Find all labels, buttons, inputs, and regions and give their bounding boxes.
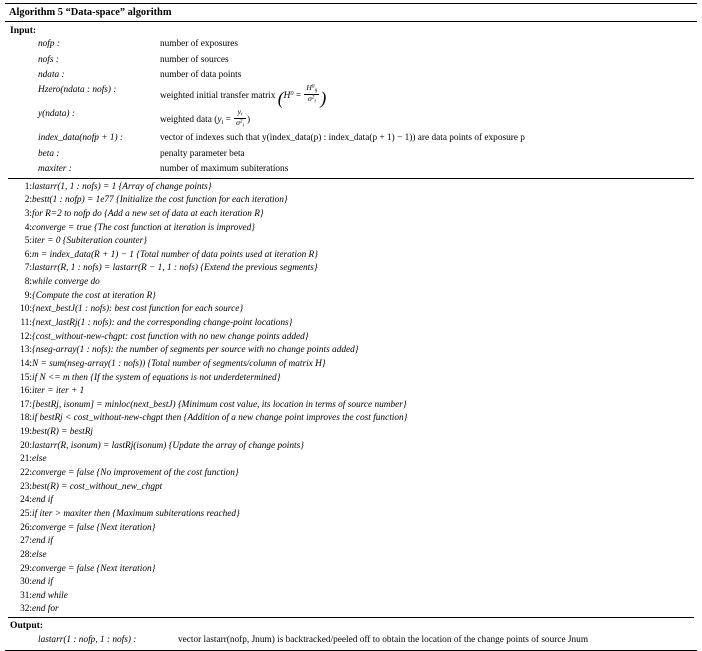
algorithm-body	[5, 22, 697, 650]
divider-input-steps	[8, 178, 694, 179]
step-number: 17:	[20, 399, 32, 410]
input-row	[38, 83, 688, 107]
step-code: {Compute the cost at iteration R}	[32, 290, 156, 301]
input-name: y(ndata) :	[38, 109, 75, 120]
numerator-sub: ij	[314, 88, 318, 95]
step-code: end if	[32, 536, 53, 547]
output-desc: vector lastarr(nofp, Jnum) is backtracked/peeled off to obtain the location of the change points of source Jnum	[178, 634, 589, 645]
step-code: converge = false {No improvement of the cost function}	[32, 468, 239, 479]
denominator-sup: 2	[239, 119, 243, 126]
step-number: 10:	[20, 304, 32, 315]
step-number: 31:	[20, 590, 32, 601]
step-number: 6:	[24, 249, 32, 260]
input-row	[38, 146, 688, 161]
step-number: 8:	[24, 277, 32, 288]
step-number: 25:	[20, 508, 32, 519]
numerator-base: y	[237, 107, 242, 117]
input-desc: number of data points	[160, 70, 242, 81]
formula-fraction	[234, 108, 246, 129]
step-row	[8, 507, 694, 521]
step-number: 27:	[20, 536, 32, 547]
step-code: lastarr(R, isonum) = lastRj(isonum) {Update the array of change points}	[32, 440, 304, 451]
step-number: 28:	[20, 549, 32, 560]
y-formula	[214, 107, 251, 130]
step-number: 21:	[20, 454, 32, 465]
formula-lead-sub: i	[221, 119, 224, 127]
input-name: ndata :	[38, 70, 65, 81]
input-row	[38, 68, 688, 83]
step-code: else	[32, 454, 47, 465]
input-name: maxiter :	[38, 163, 72, 174]
step-code: converge = true {The cost function at iteration is improved}	[32, 222, 255, 233]
denominator-sub: i	[314, 99, 316, 106]
output-row	[38, 632, 688, 647]
formula-fraction	[304, 84, 319, 105]
formula-lead: y	[217, 115, 222, 126]
step-code: for R=2 to nofp do {Add a new set of data at each iteration R}	[32, 208, 264, 219]
step-row	[8, 316, 694, 330]
input-name: nofp :	[38, 39, 60, 50]
input-name: nofs :	[38, 54, 59, 65]
denominator-base: σ	[307, 94, 312, 104]
step-code: best(R) = bestRj	[32, 427, 94, 438]
formula-lhs: H	[283, 91, 291, 102]
step-code: [bestRj, isonum] = minloc(next_bestJ) {Minimum cost value, its location in terms of source number}	[32, 399, 407, 410]
step-row	[8, 344, 694, 358]
formula-equals: =	[295, 91, 302, 102]
left-paren: (	[277, 87, 284, 108]
step-row	[8, 466, 694, 480]
numerator-base: H	[306, 83, 312, 93]
algorithm-title	[5, 4, 697, 22]
step-row	[8, 180, 694, 194]
step-code: iter = iter + 1	[32, 386, 85, 397]
input-desc: number of exposures	[160, 39, 238, 50]
input-desc-text: weighted data	[160, 115, 212, 126]
input-row	[38, 52, 688, 67]
input-name: Hzero(ndata : nofs) :	[38, 85, 117, 96]
step-code: else	[32, 549, 47, 560]
step-row	[8, 575, 694, 589]
output-section	[8, 617, 694, 647]
step-row	[8, 603, 694, 617]
step-row	[8, 385, 694, 399]
denominator-sup: 2	[311, 95, 315, 102]
step-code: iter = 0 {Subiteration counter}	[32, 236, 147, 247]
step-code: {next_bestJ(1 : nofs): best cost function for each source}	[32, 304, 244, 315]
step-row	[8, 521, 694, 535]
step-code: end while	[32, 590, 68, 601]
step-number: 32:	[20, 604, 32, 615]
step-code: bestt(1 : nofp) = 1e77 {Initialize the cost function for each iteration}	[32, 195, 288, 206]
step-code: {next_lastRj(1 : nofs): and the corresponding change-point locations}	[32, 318, 293, 328]
step-number: 18:	[20, 413, 32, 424]
input-desc: number of maximum subiterations	[160, 163, 289, 174]
numerator-sup: 0	[311, 84, 315, 91]
step-code: while converge do	[32, 277, 100, 288]
right-paren: )	[320, 87, 327, 108]
input-declaration-table	[38, 37, 688, 177]
hzero-formula	[277, 83, 327, 108]
algorithm-title-prefix: Algorithm 5	[9, 7, 63, 18]
input-row	[38, 131, 688, 146]
input-name: index_data(nofp + 1) :	[38, 133, 124, 144]
input-label: Input:	[10, 25, 37, 36]
left-paren-small: (	[214, 115, 218, 126]
step-row	[8, 194, 694, 208]
step-row	[8, 562, 694, 576]
step-code: {nseg-array(1 : nofs): the number of segments per source with no change points added}	[32, 345, 359, 356]
step-number: 7:	[24, 263, 32, 274]
formula-equals: =	[225, 115, 231, 126]
step-row	[8, 221, 694, 235]
step-row	[8, 425, 694, 439]
step-code: end if	[32, 495, 53, 506]
step-code: end if	[32, 577, 53, 588]
step-number: 4:	[24, 222, 32, 233]
step-code: m = index_data(R + 1) − 1 {Total number of data points used at iteration R}	[32, 249, 318, 260]
fraction-denominator	[234, 119, 246, 129]
step-row	[8, 357, 694, 371]
step-number: 2:	[24, 195, 32, 206]
numerator-sub: i	[241, 112, 243, 118]
input-row	[38, 37, 688, 52]
step-row	[8, 439, 694, 453]
denominator-base: σ	[236, 118, 240, 128]
step-row	[8, 303, 694, 317]
step-code: {cost_without-new-chgpt: cost function with no new change points added}	[32, 331, 309, 342]
step-row	[8, 234, 694, 248]
formula-lhs-sup: 0	[290, 90, 294, 98]
step-number: 20:	[20, 440, 32, 451]
fraction-denominator	[304, 95, 319, 105]
output-label: Output:	[10, 620, 44, 632]
input-row	[38, 107, 688, 131]
input-desc-with-math	[160, 107, 688, 131]
step-number: 19:	[20, 427, 32, 438]
step-code: lastarr(1, 1 : nofs) = 1 {Array of change points}	[32, 181, 212, 192]
input-desc: penalty parameter beta	[160, 148, 245, 159]
step-number: 5:	[24, 236, 32, 247]
step-number: 14:	[20, 358, 32, 369]
algorithm-title-name: “Data-space” algorithm	[65, 7, 172, 18]
step-number: 29:	[20, 563, 32, 574]
algorithm-steps-table	[8, 180, 694, 617]
step-number: 1:	[24, 181, 32, 192]
step-row	[8, 330, 694, 344]
input-desc: number of sources	[160, 54, 229, 65]
step-number: 15:	[20, 372, 32, 383]
step-row	[8, 398, 694, 412]
step-number: 11:	[20, 318, 32, 328]
step-code: if bestRj < cost_without-new-chgpt then {Addition of a new change point improves the cost function}	[32, 413, 408, 424]
step-row	[8, 453, 694, 467]
output-name: lastarr(1 : nofp, 1 : nofs) :	[38, 634, 137, 645]
step-code: if iter > maxiter then {Maximum subiterations reached}	[32, 508, 240, 519]
step-row	[8, 412, 694, 426]
step-row	[8, 275, 694, 289]
algorithm-block	[5, 3, 697, 651]
step-row	[8, 480, 694, 494]
step-code: best(R) = cost_without_new_chgpt	[32, 481, 163, 492]
step-row	[8, 535, 694, 549]
step-code: converge = false {Next iteration}	[32, 563, 156, 574]
step-code: N = sum(nseg-array(1 : nofs)) {Total number of segments/column of matrix H}	[32, 358, 326, 369]
step-code: lastarr(R, 1 : nofs) = lastarr(R − 1, 1 : nofs) {Extend the previous segments}	[32, 263, 318, 274]
input-row	[38, 162, 688, 177]
input-desc-with-math	[160, 83, 688, 107]
step-row	[8, 548, 694, 562]
step-number: 23:	[20, 481, 32, 492]
step-code: if N <= m then {If the system of equations is not underdetermined}	[32, 372, 281, 383]
step-number: 22:	[20, 468, 32, 479]
step-code: converge = false {Next iteration}	[32, 522, 156, 533]
step-number: 26:	[20, 522, 32, 533]
step-number: 12:	[20, 331, 32, 342]
step-number: 24:	[20, 495, 32, 506]
input-name: beta :	[38, 148, 60, 159]
input-desc: vector of indexes such that y(index_data(p) : index_data(p + 1) − 1)) are data points of exposure p	[160, 133, 525, 144]
output-declaration-table	[38, 632, 688, 647]
step-number: 3:	[24, 208, 32, 219]
step-number: 13:	[20, 345, 32, 356]
step-row	[8, 494, 694, 508]
step-row	[8, 589, 694, 603]
step-number: 30:	[20, 577, 32, 588]
right-paren-small: )	[246, 115, 251, 126]
step-code: end for	[32, 604, 59, 615]
step-row	[8, 207, 694, 221]
step-number: 16:	[20, 386, 32, 397]
step-row	[8, 248, 694, 262]
step-row	[8, 262, 694, 276]
denominator-sub: i	[242, 123, 244, 130]
step-number: 9:	[24, 290, 32, 301]
step-row	[8, 289, 694, 303]
input-desc-text: weighted initial transfer matrix	[160, 91, 276, 102]
step-row	[8, 371, 694, 385]
